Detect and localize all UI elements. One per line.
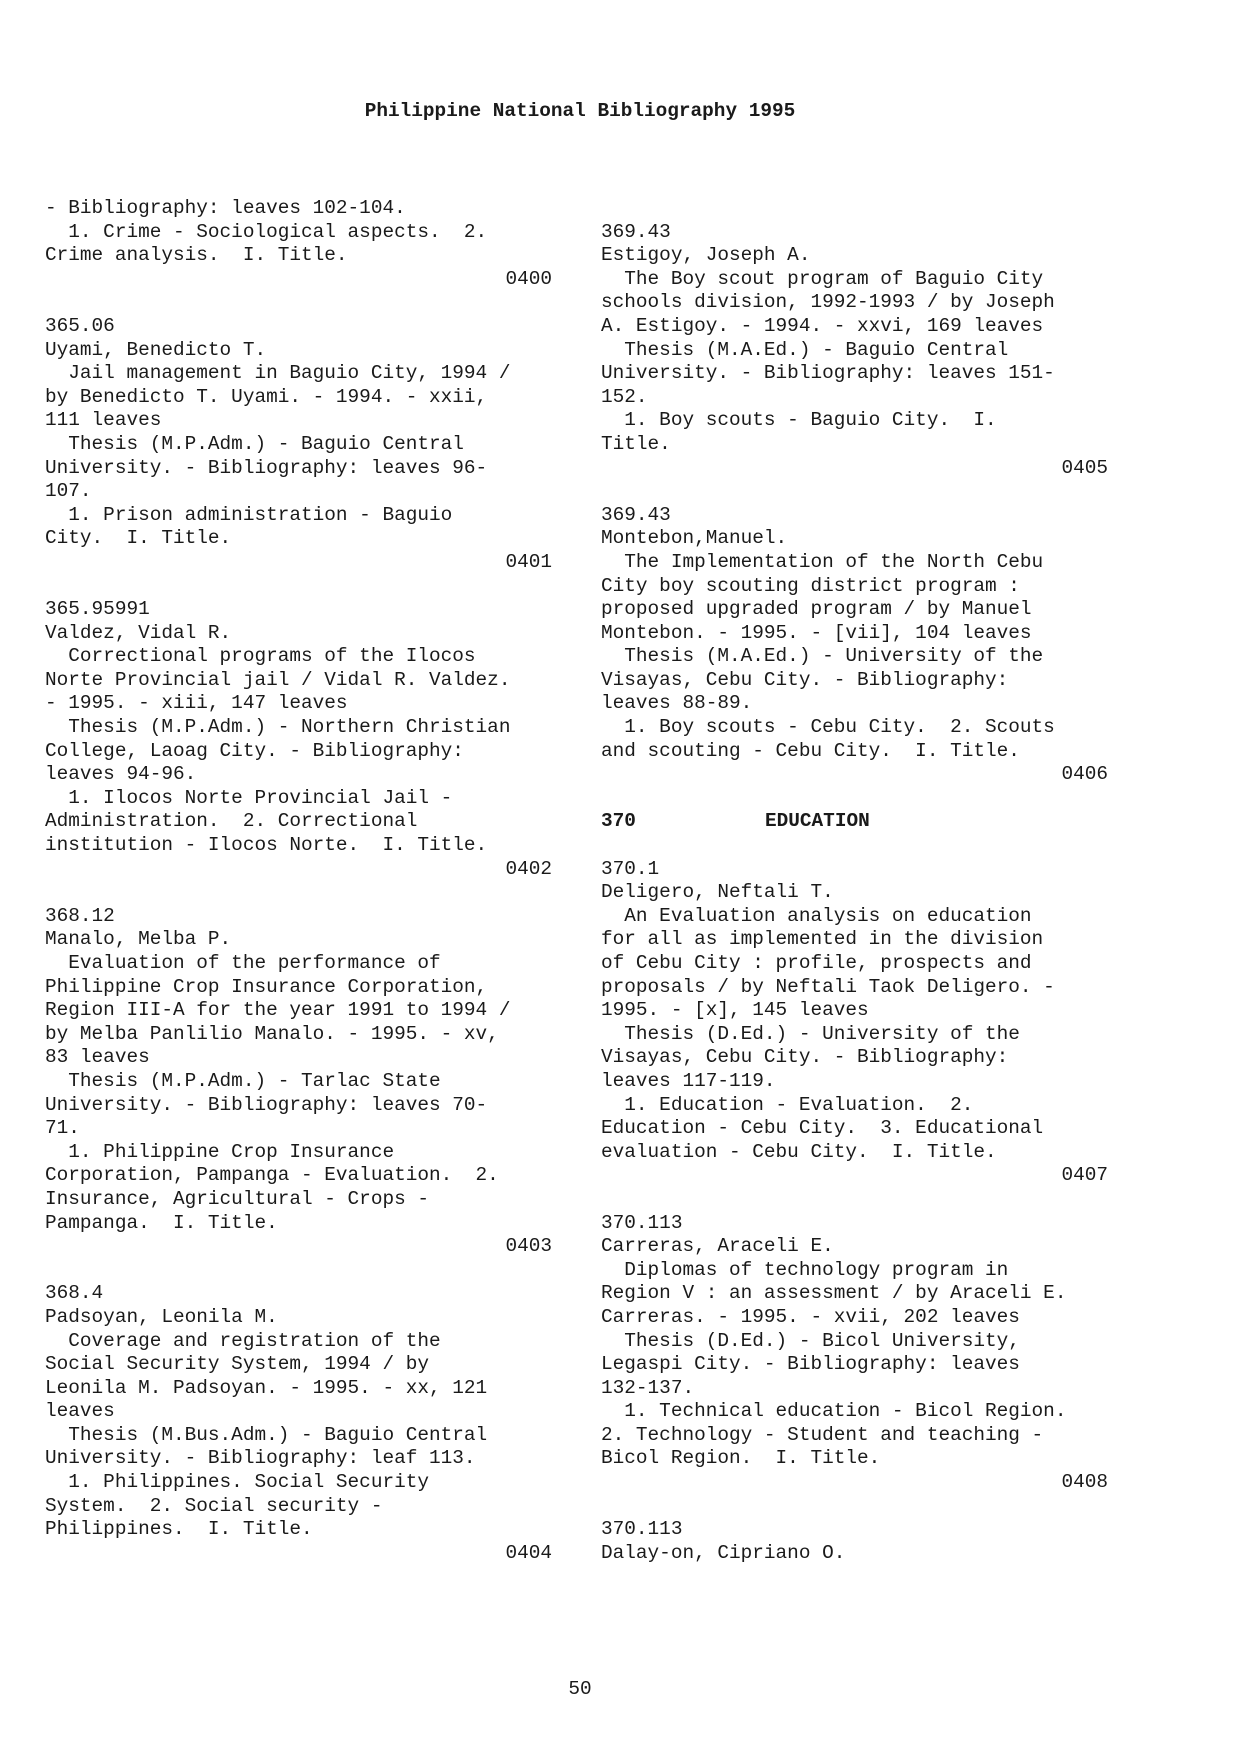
bibliography-entry — [45, 1282, 555, 1565]
right-column — [601, 197, 1111, 1565]
entry-line: University. - Bibliography: leaves 96- — [45, 456, 488, 479]
entry-line: Leonila M. Padsoyan. - 1995. - xx, 121 — [45, 1376, 488, 1399]
entry-line: Philippines. I. Title. — [45, 1518, 313, 1541]
entry-line: College, Laoag City. - Bibliography: — [45, 739, 464, 762]
entry-line: Thesis (M.P.Adm.) - Baguio Central — [45, 432, 464, 455]
control-number: 0406 — [1061, 763, 1108, 786]
call-number: 370.113 — [601, 1518, 683, 1541]
entry-line: 1995. - [x], 145 leaves — [601, 999, 869, 1022]
entry-line: Social Security System, 1994 / by — [45, 1353, 429, 1376]
call-number: 370.113 — [601, 1211, 683, 1234]
call-number: 369.43 — [601, 503, 671, 526]
entry-line: Evaluation of the performance of — [45, 952, 441, 974]
entry-line: 107. — [45, 480, 92, 503]
bibliography-entry — [45, 598, 555, 881]
entry-line: 1. Education - Evaluation. 2. — [601, 1093, 974, 1116]
entry-line: Corporation, Pampanga - Evaluation. 2. — [45, 1164, 499, 1187]
entry-line: Manalo, Melba P. — [45, 928, 232, 951]
bibliography-entry — [601, 221, 1111, 481]
call-number: 365.06 — [45, 314, 115, 337]
entry-line: Visayas, Cebu City. - Bibliography: — [601, 1046, 1009, 1069]
entry-line: University. - Bibliography: leaves 70- — [45, 1093, 488, 1116]
entry-line: 152. — [601, 385, 648, 408]
entry-line: 1. Philippine Crop Insurance — [45, 1140, 395, 1163]
entry-line: Dalay-on, Cipriano O. — [601, 1541, 846, 1564]
entry-line: proposed upgraded program / by Manuel — [601, 598, 1032, 621]
entry-line: - 1995. - xiii, 147 leaves — [45, 692, 348, 715]
bibliography-entry — [601, 504, 1111, 787]
control-number: 0407 — [1061, 1164, 1108, 1187]
entry-line: The Boy scout program of Baguio City — [601, 267, 1044, 290]
call-number: 370.1 — [601, 857, 660, 880]
entry-line: Legaspi City. - Bibliography: leaves — [601, 1353, 1020, 1376]
entry-line: Education - Cebu City. 3. Educational — [601, 1117, 1044, 1140]
control-number: 0401 — [505, 550, 552, 573]
entry-line: Insurance, Agricultural - Crops - — [45, 1187, 429, 1210]
entry-line: Philippine Crop Insurance Corporation, — [45, 975, 488, 998]
bibliography-entry — [45, 315, 555, 575]
call-number: 368.4 — [45, 1282, 104, 1305]
entry-line: - Bibliography: leaves 102-104. — [45, 197, 406, 219]
entry-line: Norte Provincial jail / Vidal R. Valdez. — [45, 668, 511, 691]
entry-spacer — [601, 480, 1111, 504]
entry-line: Jail management in Baguio City, 1994 / — [45, 362, 511, 385]
continued-entry — [45, 197, 555, 291]
entry-line: Administration. 2. Correctional — [45, 810, 418, 833]
entry-spacer — [601, 1188, 1111, 1212]
page-number: 50 — [568, 1678, 592, 1700]
entry-line: Carreras. - 1995. - xvii, 202 leaves — [601, 1305, 1020, 1328]
entry-line: University. - Bibliography: leaves 151- — [601, 362, 1055, 385]
entry-spacer — [601, 834, 1111, 858]
entry-line: for all as implemented in the division — [601, 928, 1044, 951]
entry-line: Thesis (M.A.Ed.) - University of the — [601, 645, 1044, 668]
entry-line: Carreras, Araceli E. — [601, 1235, 834, 1258]
entry-line: Pampanga. I. Title. — [45, 1211, 278, 1234]
section-title: EDUCATION — [765, 810, 870, 833]
call-number: 369.43 — [601, 220, 671, 243]
entry-line: System. 2. Social security - — [45, 1494, 383, 1517]
entry-line: Uyami, Benedicto T. — [45, 338, 267, 361]
entry-line: 1. Crime - Sociological aspects. 2. — [45, 220, 488, 243]
entry-line: Thesis (D.Ed.) - University of the — [601, 1022, 1020, 1045]
entry-line: schools division, 1992-1993 / by Joseph — [601, 291, 1055, 314]
entry-line: Thesis (M.A.Ed.) - Baguio Central — [601, 338, 1009, 361]
call-number: 365.95991 — [45, 598, 150, 621]
entry-spacer — [45, 1259, 555, 1283]
control-number: 0408 — [1061, 1471, 1108, 1494]
entry-line: 2. Technology - Student and teaching - — [601, 1423, 1044, 1446]
control-number: 0402 — [505, 857, 552, 880]
entry-line: Valdez, Vidal R. — [45, 621, 232, 644]
entry-line: City boy scouting district program : — [601, 574, 1020, 597]
entry-line: Thesis (M.P.Adm.) - Northern Christian — [45, 716, 511, 739]
entry-line: of Cebu City : profile, prospects and — [601, 952, 1032, 974]
call-number: 368.12 — [45, 904, 115, 927]
entry-line: and scouting - Cebu City. I. Title. — [601, 739, 1020, 762]
entry-line: proposals / by Neftali Taok Deligero. - — [601, 975, 1055, 998]
section-number: 370 — [601, 810, 636, 833]
entry-line: City. I. Title. — [45, 527, 232, 550]
entry-line: 1. Philippines. Social Security — [45, 1471, 429, 1494]
entry-line: Estigoy, Joseph A. — [601, 244, 811, 267]
entry-line: 132-137. — [601, 1376, 695, 1399]
entry-line: leaves 94-96. — [45, 763, 197, 786]
entry-line: Region V : an assessment / by Araceli E. — [601, 1282, 1067, 1305]
entry-line: Crime analysis. I. Title. — [45, 244, 348, 267]
control-number: 0400 — [505, 267, 552, 290]
control-number: 0403 — [505, 1235, 552, 1258]
entry-line: Diplomas of technology program in — [601, 1258, 1009, 1281]
entry-spacer — [601, 787, 1111, 811]
entry-line: The Implementation of the North Cebu — [601, 550, 1044, 573]
entry-line: Montebon. - 1995. - [vii], 104 leaves — [601, 621, 1032, 644]
entry-line: University. - Bibliography: leaf 113. — [45, 1447, 476, 1470]
entry-spacer — [601, 197, 1111, 221]
entry-line: 1. Technical education - Bicol Region. — [601, 1400, 1067, 1423]
entry-line: leaves 117-119. — [601, 1069, 776, 1092]
entry-line: institution - Ilocos Norte. I. Title. — [45, 834, 488, 857]
entry-line: 1. Prison administration - Baguio — [45, 503, 453, 526]
entry-line: Visayas, Cebu City. - Bibliography: — [601, 668, 1009, 691]
bibliography-entry — [45, 905, 555, 1259]
entry-line: 83 leaves — [45, 1046, 150, 1069]
entry-line: 1. Ilocos Norte Provincial Jail - — [45, 786, 453, 809]
entry-line: Coverage and registration of the — [45, 1329, 441, 1352]
bibliography-entry — [601, 1212, 1111, 1495]
entry-line: Padsoyan, Leonila M. — [45, 1305, 278, 1328]
entry-line: An Evaluation analysis on education — [601, 904, 1032, 927]
entry-line: Thesis (D.Ed.) - Bicol University, — [601, 1329, 1020, 1352]
entry-line: Bicol Region. I. Title. — [601, 1447, 881, 1470]
entry-line: 71. — [45, 1117, 80, 1140]
entry-line: 1. Boy scouts - Cebu City. 2. Scouts — [601, 716, 1055, 739]
entry-line: by Benedicto T. Uyami. - 1994. - xxii, — [45, 385, 488, 408]
entry-line: evaluation - Cebu City. I. Title. — [601, 1140, 997, 1163]
entry-line: leaves — [45, 1400, 115, 1423]
entry-line: Montebon,Manuel. — [601, 527, 788, 550]
entry-line: A. Estigoy. - 1994. - xxvi, 169 leaves — [601, 314, 1044, 337]
entry-line: leaves 88-89. — [601, 692, 753, 715]
entry-line: Correctional programs of the Ilocos — [45, 645, 476, 668]
entry-spacer — [601, 1495, 1111, 1519]
entry-line: 1. Boy scouts - Baguio City. I. — [601, 409, 997, 432]
entry-line: by Melba Panlilio Manalo. - 1995. - xv, — [45, 1022, 499, 1045]
entry-line: Thesis (M.P.Adm.) - Tarlac State — [45, 1069, 441, 1092]
entry-line: 111 leaves — [45, 409, 162, 432]
entry-line: Title. — [601, 432, 671, 455]
entry-spacer — [45, 291, 555, 315]
entry-line: Region III-A for the year 1991 to 1994 / — [45, 999, 511, 1022]
page-header: Philippine National Bibliography 1995 — [364, 100, 796, 122]
left-column — [45, 197, 555, 1565]
entry-line: Thesis (M.Bus.Adm.) - Baguio Central — [45, 1423, 488, 1446]
entry-spacer — [45, 575, 555, 599]
control-number: 0404 — [505, 1541, 552, 1564]
control-number: 0405 — [1061, 456, 1108, 479]
bibliography-entry — [601, 1518, 1111, 1565]
entry-line: Deligero, Neftali T. — [601, 881, 834, 904]
section-heading — [601, 810, 1111, 834]
bibliography-entry — [601, 858, 1111, 1188]
entry-spacer — [45, 881, 555, 905]
